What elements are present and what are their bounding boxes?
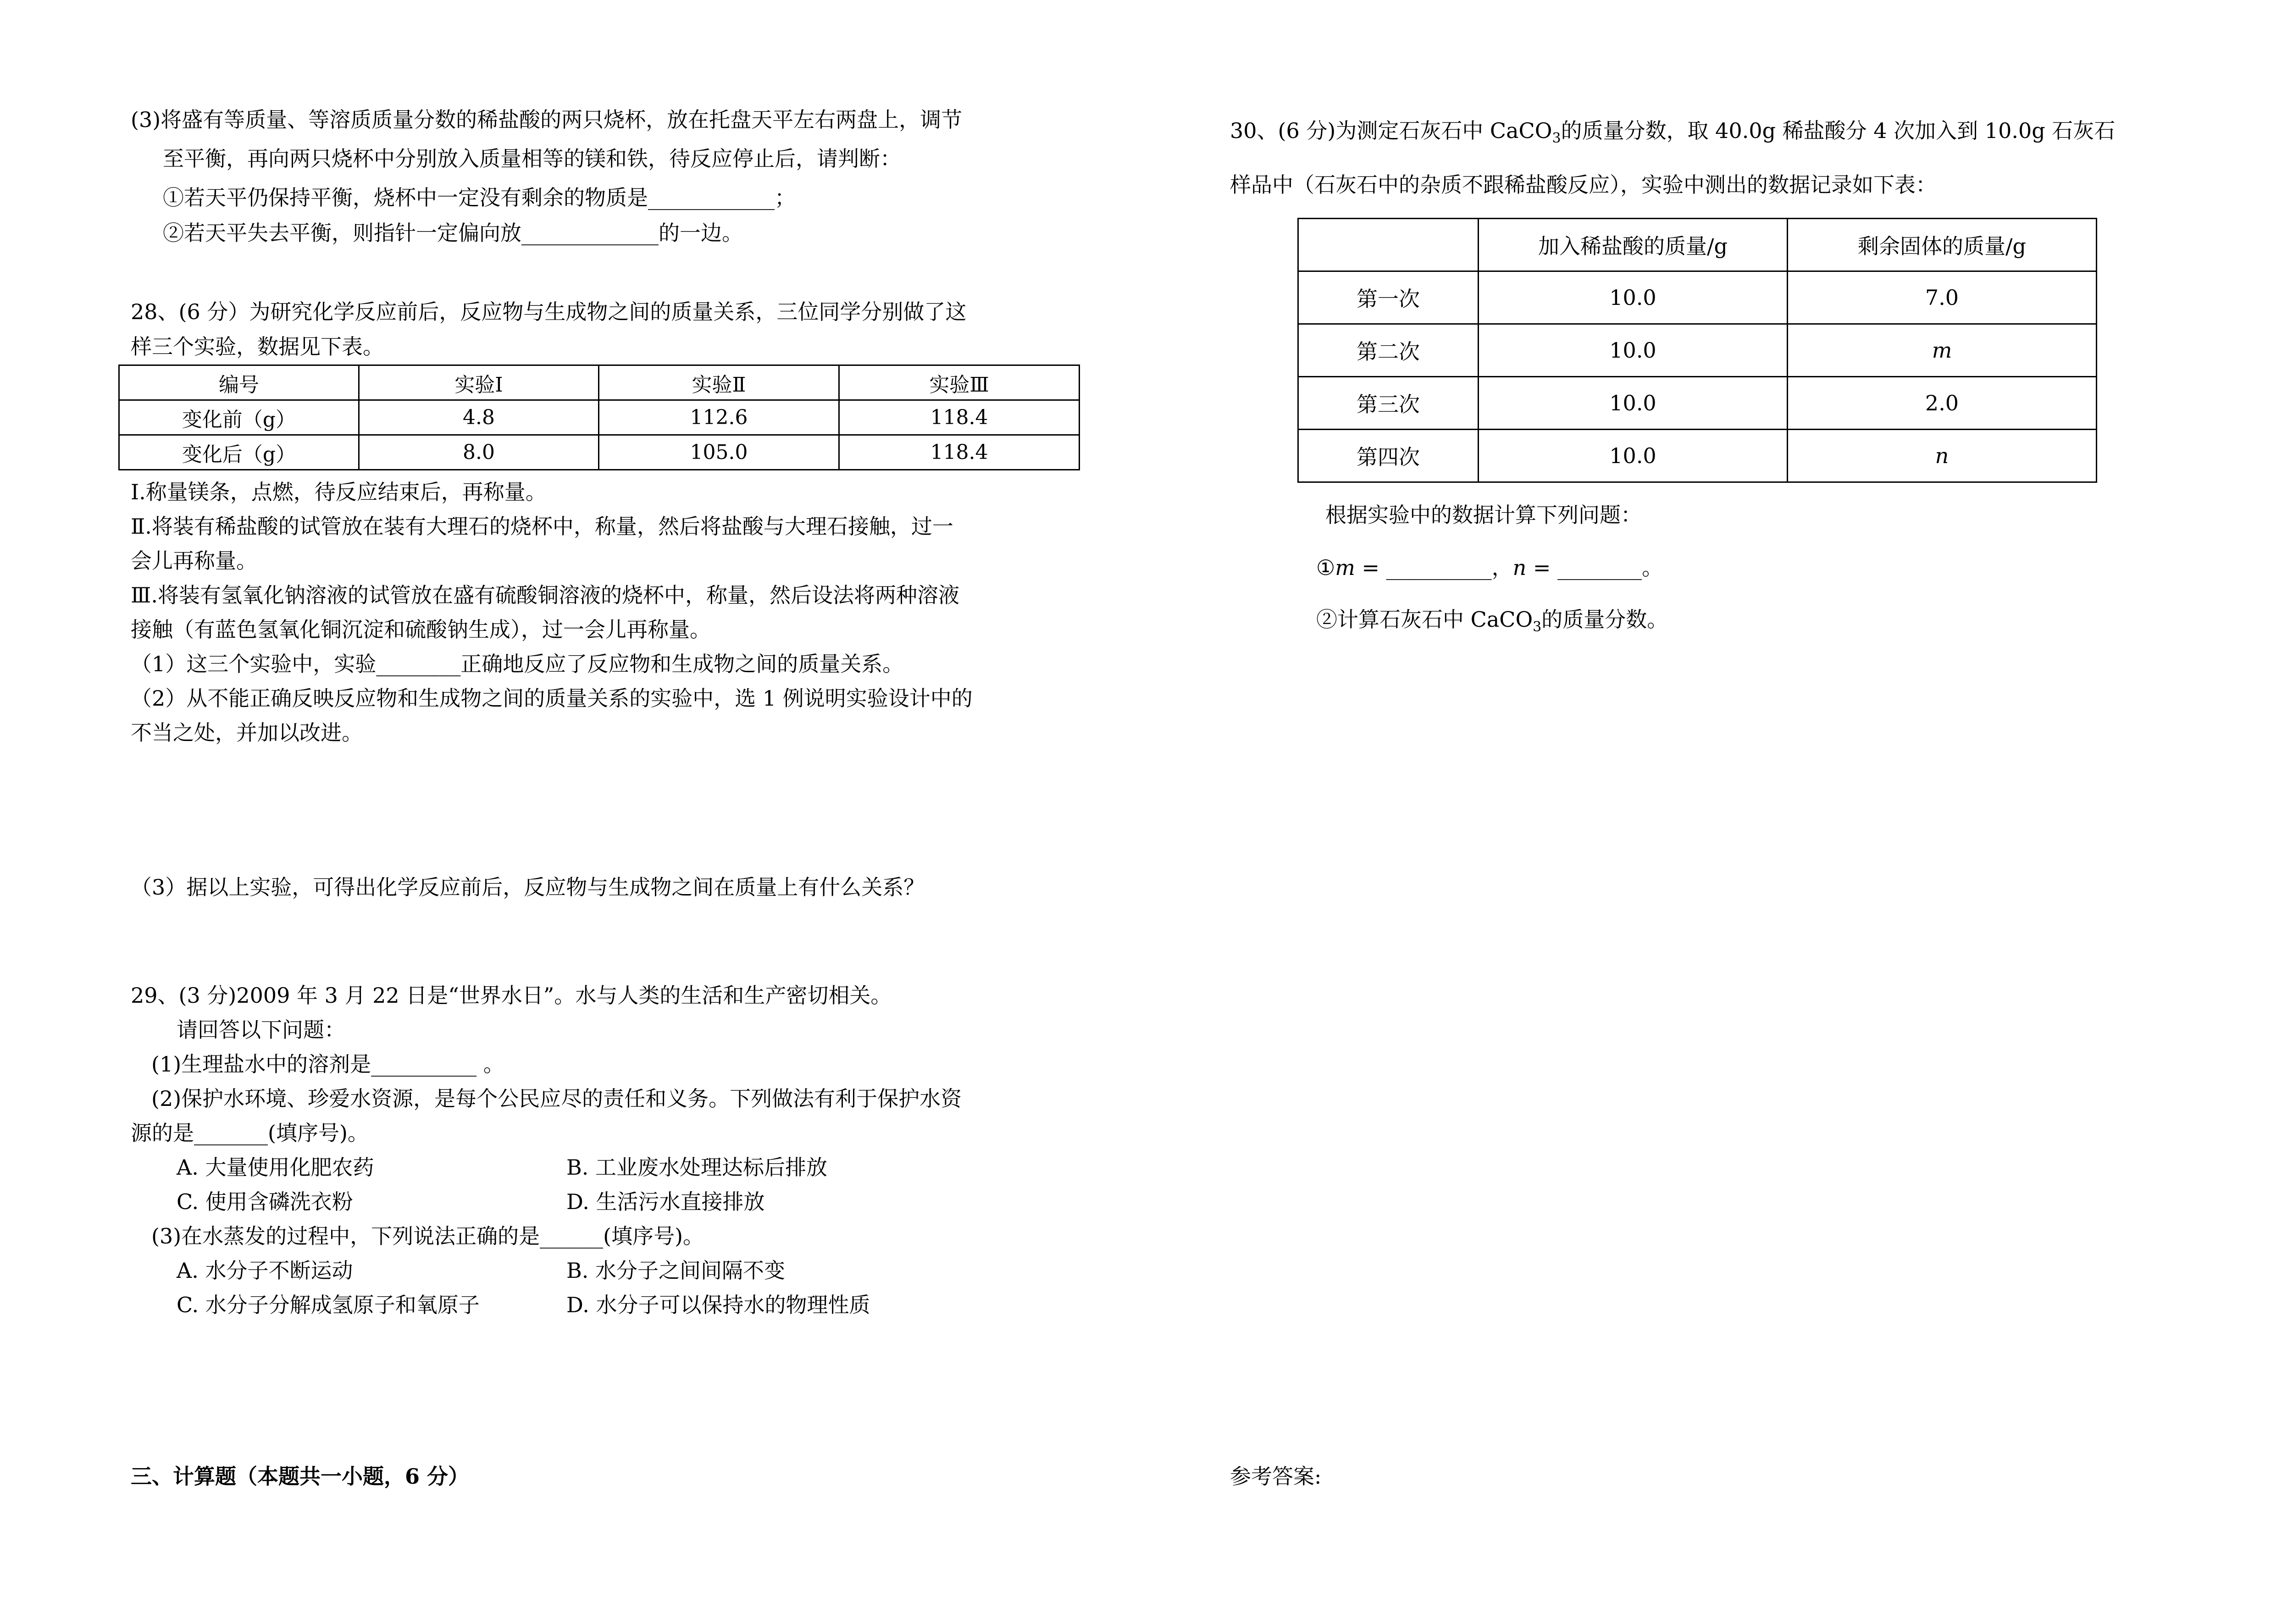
q27-line3: ①若天平仍保持平衡，烧杯中一定没有剩余的物质是____________；: [163, 185, 796, 210]
q30-calc2-post: 的质量分数。: [1541, 607, 1668, 632]
q30-table: [1297, 218, 2097, 483]
q28-exp2-line1: Ⅱ.将装有稀盐酸的试管放在装有大理石的烧杯中，称量，然后将盐酸与大理石接触，过一: [131, 514, 953, 539]
table-cell: 118.4: [839, 400, 1080, 435]
q29-sub2-line1: (2)保护水环境、珍爱水资源，是每个公民应尽的责任和义务。下列做法有利于保护水资: [151, 1086, 962, 1111]
q28-sub1: （1）这三个实验中，实验________正确地反应了反应物和生成物之间的质量关系。: [131, 652, 904, 676]
table-cell: 10.0: [1479, 430, 1788, 482]
table-cell: 2.0: [1788, 377, 2097, 430]
q29-sub2-option-d: D. 生活污水直接排放: [566, 1189, 765, 1214]
table-cell: 112.6: [599, 400, 839, 435]
q28-sub3: （3）据以上实验，可得出化学反应前后，反应物与生成物之间在质量上有什么关系？: [131, 875, 925, 900]
table-cell: 7.0: [1788, 271, 2097, 324]
table-cell: 118.4: [839, 435, 1080, 470]
var-n: n: [1512, 555, 1527, 580]
q28-sub2-line1: （2）从不能正确反映反应物和生成物之间的质量关系的实验中，选 1 例说明实验设计中的: [131, 686, 973, 711]
q29-sub3-option-c: C. 水分子分解成氢原子和氧原子: [177, 1293, 480, 1317]
var-m: m: [1335, 555, 1355, 580]
q27-line1: (3)将盛有等质量、等溶质质量分数的稀盐酸的两只烧杯，放在托盘天平左右两盘上，调节: [131, 107, 963, 132]
table-cell: m: [1788, 324, 2097, 377]
blank-n: = ________。: [1526, 555, 1663, 580]
q29-sub3: (3)在水蒸发的过程中，下列说法正确的是______(填序号)。: [151, 1224, 704, 1248]
q28-intro-line1: 28、(6 分）为研究化学反应前后，反应物与生成物之间的质量关系，三位同学分别做了这: [131, 299, 967, 324]
table-cell: 第一次: [1298, 271, 1479, 324]
table-header-cell: 实验Ⅱ: [599, 365, 839, 400]
q28-table: [118, 365, 1080, 470]
table-row: [1298, 271, 2097, 324]
table-header-row: [119, 365, 1080, 400]
q28-exp2-line2: 会儿再称量。: [131, 548, 257, 573]
table-header-cell: 实验Ⅰ: [359, 365, 599, 400]
table-cell: 第三次: [1298, 377, 1479, 430]
q29-sub3-option-a: A. 水分子不断运动: [177, 1258, 353, 1283]
q28-exp3-line2: 接触（有蓝色氢氧化铜沉淀和硫酸钠生成），过一会儿再称量。: [131, 617, 711, 642]
table-cell: 4.8: [359, 400, 599, 435]
blank-m: = __________，: [1355, 555, 1513, 580]
table-header-cell: 加入稀盐酸的质量/g: [1479, 219, 1788, 271]
table-row: [119, 400, 1080, 435]
q30-calc1: [1316, 555, 1663, 580]
section-heading: 三、计算题（本题共一小题，6 分）: [131, 1464, 470, 1489]
q30-line2: 样品中（石灰石中的杂质不跟稀盐酸反应），实验中测出的数据记录如下表：: [1230, 172, 1937, 197]
table-cell: n: [1788, 430, 2097, 482]
q28-sub2-line2: 不当之处，并加以改进。: [131, 720, 363, 745]
q29-sub2-option-a: A. 大量使用化肥农药: [177, 1155, 374, 1180]
table-cell: 8.0: [359, 435, 599, 470]
table-cell: 第四次: [1298, 430, 1479, 482]
table-row: [1298, 324, 2097, 377]
table-header-row: [1298, 219, 2097, 271]
circled-number: ①: [1316, 555, 1335, 580]
table-cell: 变化后（g）: [119, 435, 359, 470]
q27-line2: 至平衡，再向两只烧杯中分别放入质量相等的镁和铁，待反应停止后，请判断：: [163, 146, 901, 171]
table-header-cell: 实验Ⅲ: [839, 365, 1080, 400]
table-row: [119, 435, 1080, 470]
q28-exp1: Ⅰ.称量镁条，点燃，待反应结束后，再称量。: [131, 480, 547, 504]
q29-sub3-option-d: D. 水分子可以保持水的物理性质: [566, 1293, 870, 1317]
table-header-cell: 剩余固体的质量/g: [1788, 219, 2097, 271]
q29-sub3-option-b: B. 水分子之间间隔不变: [566, 1258, 786, 1283]
q30-calc2: [1316, 607, 1668, 640]
q28-intro-line2: 样三个实验，数据见下表。: [131, 334, 384, 359]
table-cell: 105.0: [599, 435, 839, 470]
subscript: 3: [1552, 130, 1561, 147]
table-cell: 10.0: [1479, 271, 1788, 324]
table-cell: 变化前（g）: [119, 400, 359, 435]
table-cell: 第二次: [1298, 324, 1479, 377]
q29-sub2-line2: 源的是_______(填序号)。: [131, 1121, 369, 1145]
q29-line2: 请回答以下问题：: [177, 1017, 345, 1042]
q29-sub2-option-c: C. 使用含磷洗衣粉: [177, 1189, 353, 1214]
q29-line1: 29、(3 分)2009 年 3 月 22 日是“世界水日”。水与人类的生活和生产密切相关。: [131, 983, 892, 1008]
table-header-cell: [1298, 219, 1479, 271]
q29-sub1: (1)生理盐水中的溶剂是__________ 。: [151, 1052, 504, 1077]
q30-calc2-pre: ②计算石灰石中 CaCO: [1316, 607, 1533, 632]
q27-line4: ②若天平失去平衡，则指针一定偏向放_____________的一边。: [163, 221, 743, 245]
q28-exp3-line1: Ⅲ.将装有氢氧化钠溶液的试管放在盛有硫酸铜溶液的烧杯中，称量，然后设法将两种溶液: [131, 583, 959, 608]
q30-line1-post: 的质量分数，取 40.0g 稀盐酸分 4 次加入到 10.0g 石灰石: [1561, 118, 2116, 143]
q30-calc-intro: 根据实验中的数据计算下列问题：: [1325, 503, 1642, 527]
table-cell: 10.0: [1479, 324, 1788, 377]
table-row: [1298, 377, 2097, 430]
table-cell: 10.0: [1479, 377, 1788, 430]
q29-sub2-option-b: B. 工业废水处理达标后排放: [566, 1155, 828, 1180]
q30-line1-pre: 30、(6 分)为测定石灰石中 CaCO: [1230, 118, 1552, 143]
subscript: 3: [1533, 619, 1542, 635]
table-row: [1298, 430, 2097, 482]
table-header-cell: 编号: [119, 365, 359, 400]
answer-label: 参考答案:: [1230, 1464, 1322, 1489]
q30-line1: [1230, 118, 2115, 151]
